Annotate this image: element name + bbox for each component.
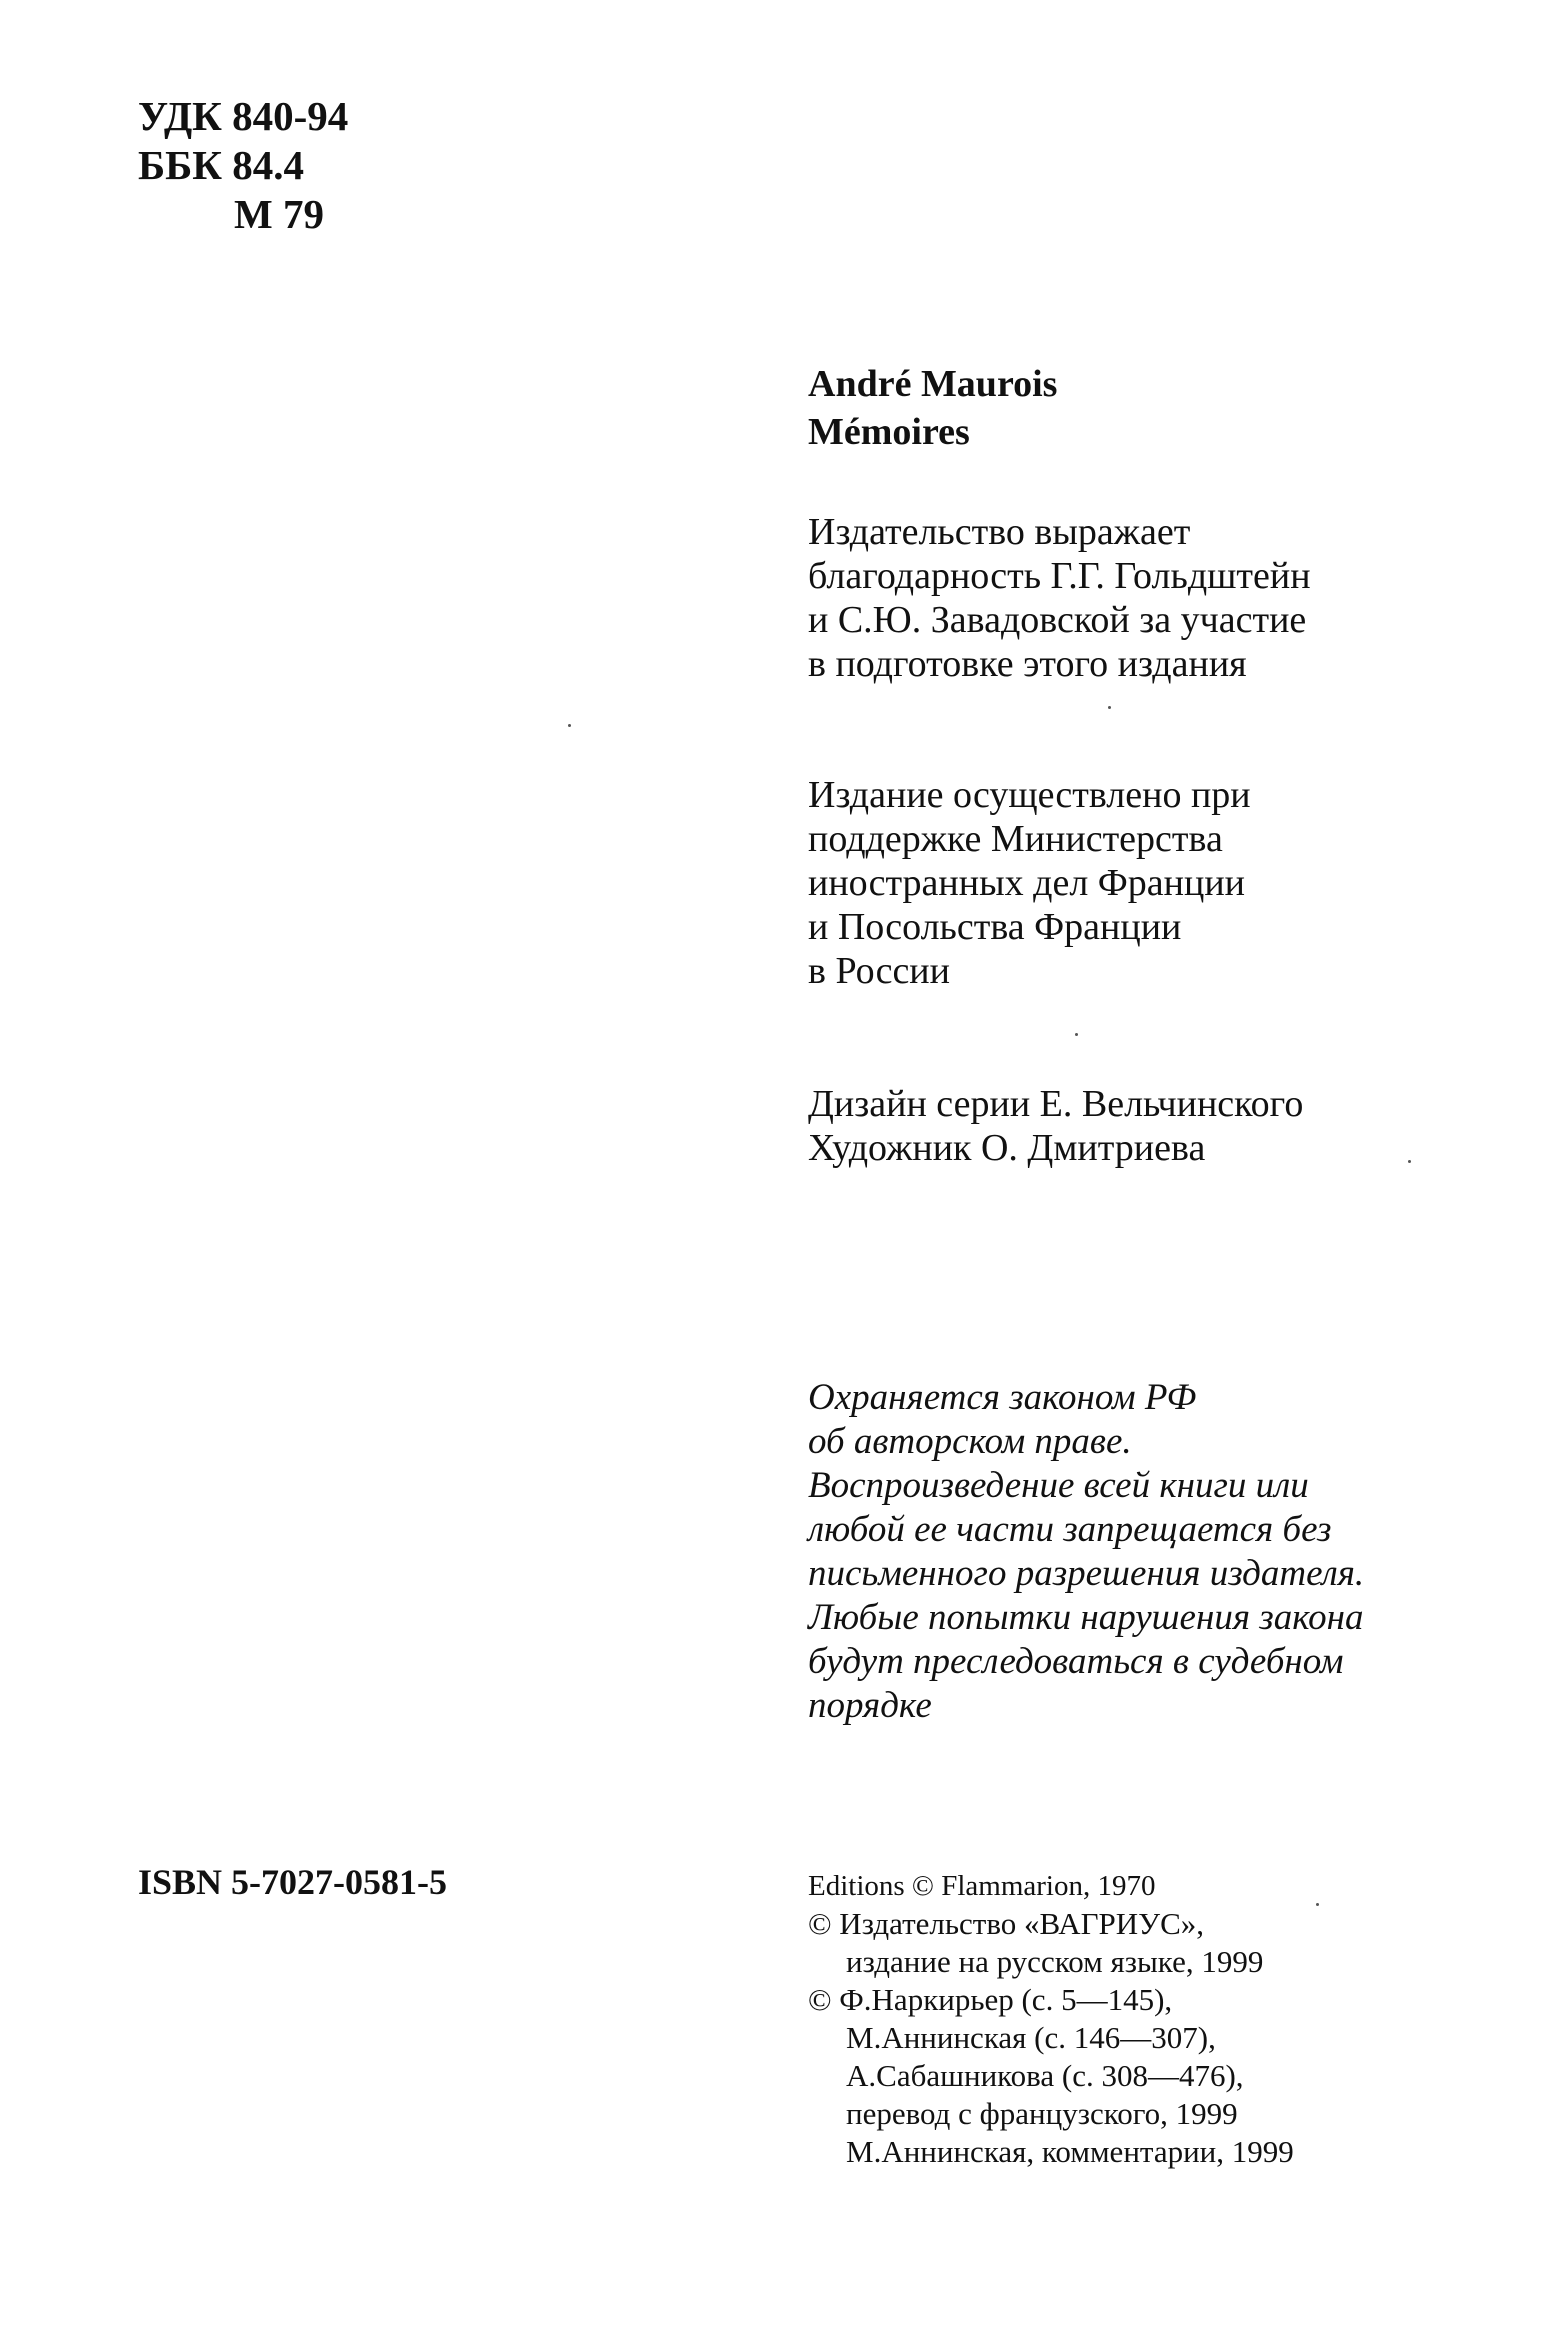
acknowledgement-line: Издательство выражает — [808, 511, 1191, 553]
copyright-line: перевод с французского, 1999 — [846, 2096, 1238, 2131]
artist-credit: Художник О. Дмитриева — [808, 1127, 1206, 1169]
original-title-block — [808, 360, 1057, 456]
series-design-credit: Дизайн серии Е. Вельчинского — [808, 1083, 1304, 1125]
acknowledgement-line: благодарность Г.Г. Гольдштейн — [808, 555, 1311, 597]
law-notice-line: любой ее части запрещается без — [808, 1509, 1332, 1550]
design-credits — [808, 1082, 1303, 1170]
udk-code: УДК 840-94 — [138, 93, 349, 139]
scan-speck — [1075, 1033, 1078, 1036]
support-line: в России — [808, 950, 950, 992]
law-notice-line: Воспроизведение всей книги или — [808, 1465, 1309, 1506]
copyright-line: Editions © Flammarion, 1970 — [808, 1870, 1156, 1902]
law-notice-line: будут преследоваться в судебном — [808, 1641, 1344, 1682]
law-notice-line: порядке — [808, 1685, 932, 1726]
original-title: Mémoires — [808, 411, 970, 453]
support-paragraph — [808, 773, 1251, 993]
law-notice-line: Любые попытки нарушения закона — [808, 1597, 1364, 1638]
acknowledgement-line: и С.Ю. Завадовской за участие — [808, 599, 1307, 641]
support-line: поддержке Министерства — [808, 818, 1223, 860]
copyright-line: © Ф.Наркирьер (с. 5—145), — [808, 1982, 1173, 2017]
isbn: ISBN 5-7027-0581-5 — [138, 1862, 448, 1902]
support-line: и Посольства Франции — [808, 906, 1182, 948]
acknowledgement-line: в подготовке этого издания — [808, 643, 1247, 685]
copyright-block — [808, 1867, 1294, 2171]
original-author: André Maurois — [808, 363, 1058, 405]
copyright-line: издание на русском языке, 1999 — [846, 1944, 1264, 1979]
copyright-law-notice — [808, 1376, 1364, 1728]
scan-speck — [1408, 1160, 1411, 1163]
copyright-line: А.Сабашникова (с. 308—476), — [846, 2058, 1244, 2093]
scan-speck — [1108, 706, 1111, 709]
classification-codes — [138, 92, 348, 239]
copyright-line: М.Аннинская, комментарии, 1999 — [846, 2134, 1294, 2169]
scan-speck — [1316, 1903, 1319, 1906]
copyright-line: © Издательство «ВАГРИУС», — [808, 1906, 1205, 1941]
support-line: иностранных дел Франции — [808, 862, 1246, 904]
scan-speck — [568, 724, 571, 727]
law-notice-line: Охраняется законом РФ — [808, 1377, 1197, 1418]
law-notice-line: письменного разрешения издателя. — [808, 1553, 1365, 1594]
law-notice-line: об авторском праве. — [808, 1421, 1132, 1462]
author-mark: М 79 — [234, 191, 324, 237]
bbk-code: ББК 84.4 — [138, 142, 304, 188]
support-line: Издание осуществлено при — [808, 774, 1251, 816]
acknowledgement-paragraph — [808, 510, 1311, 686]
copyright-line: М.Аннинская (с. 146—307), — [846, 2020, 1216, 2055]
